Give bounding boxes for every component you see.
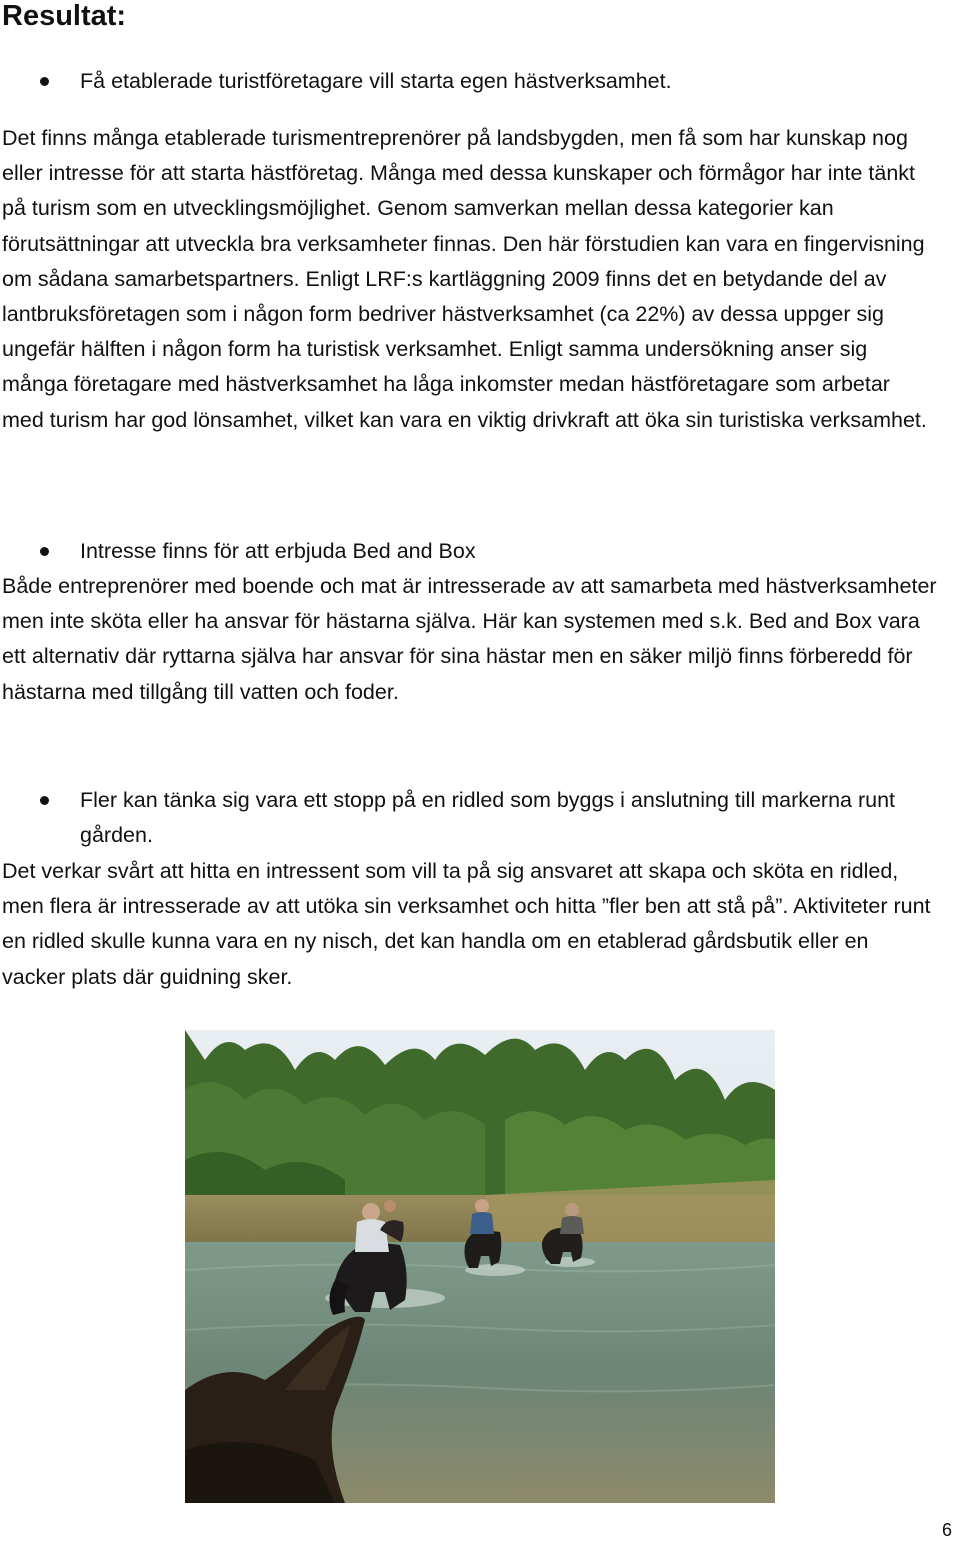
body-paragraph-2: Både entreprenörer med boende och mat är intresserade av att samarbeta med hästverksamheter men inte sköta eller ha ansvar för hästarna själva. Här kan systemen med s.k. Bed and Box vara ett alternativ där ryttarna själva har ansvar för sina hästar men en säker miljö finns förberedd för hästarna med tillgång till vatten och foder. (2, 574, 937, 704)
bullet-icon (40, 77, 49, 86)
bullet-icon (40, 547, 49, 556)
body-paragraph-1: Det finns många etablerade turismentreprenörer på landsbygden, men få som har kunskap nog eller intresse för att starta hästföretag. Många med dessa kunskaper och förmågor har inte tänkt på turism som en utvecklingsmöjlighet. Genom samverkan mellan dessa kategorier kan förutsättningar att utveckla bra verksamheter finnas. Den här förstudien kan vara en fingervisning om sådana samarbetspartners. Enligt LRF:s kartläggning 2009 finns det en betydande del av lantbruksföretagen som i någon form bedriver hästverksamhet (ca 22%) av dessa uppger sig ungefär hälften i någon form ha turistisk verksamhet. Enligt samma undersökning anser sig många företagare med hästverksamhet ha låga inkomster medan hästföretagare som arbetar med turism har god lönsamhet, vilket kan vara en viktig drivkraft att öka sin turistiska verksamhet. (2, 126, 927, 432)
body-paragraph-3: Det verkar svårt att hitta en intressent som vill ta på sig ansvaret att skapa och sköta en ridled, men flera är intresserade av att utöka sin verksamhet och hitta ”fler ben att stå på”. Aktiviteter runt en ridled skulle kunna vara en ny nisch, det kan handla om en etablerad gårdsbutik eller en vacker plats där guidning sker. (2, 859, 931, 989)
page-number: 6 (941, 1520, 952, 1540)
bullet-text: Intresse finns för att erbjuda Bed and Box (80, 539, 476, 563)
bullet-text: Fler kan tänka sig vara ett stopp på en ridled som byggs i anslutning till markerna runt gården. (80, 788, 896, 847)
page-heading: Resultat: (2, 0, 127, 32)
bullet-text: Få etablerade turistföretagare vill starta egen hästverksamhet. (80, 69, 672, 93)
bullet-icon (40, 796, 49, 805)
photo-riders-in-water (185, 1030, 775, 1503)
